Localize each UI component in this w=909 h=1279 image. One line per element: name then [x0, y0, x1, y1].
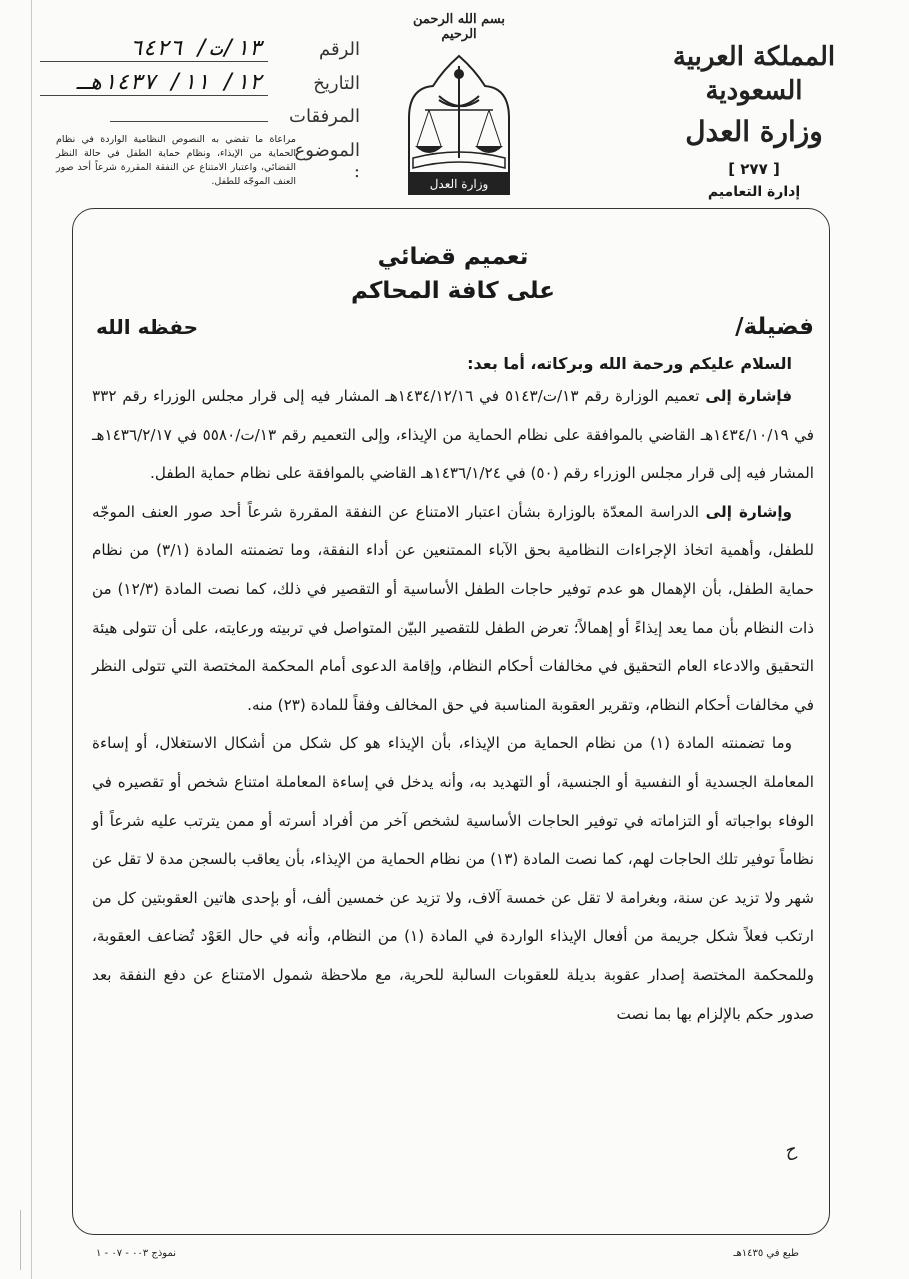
paragraph-lead: فإشارة إلى [705, 387, 793, 405]
circular-serial: [ ٢٧٧ ] [728, 160, 780, 178]
attachments-label: المرفقات [289, 106, 360, 127]
reference-number-value: ١٣/ت/ ٦٤٢٦ [40, 36, 268, 62]
paragraph-lead: وإشارة إلى [705, 502, 792, 521]
reference-block [40, 36, 360, 189]
subject-label: الموضوع : [294, 140, 360, 182]
scan-margin-line [31, 0, 32, 1279]
emblem-caption: وزارة العدل [429, 177, 489, 191]
ministry-name: وزارة العدل [685, 115, 823, 148]
reference-date-value: ١٢/ ١١/ ١٤٣٧هـ [40, 70, 268, 96]
subject-row [40, 133, 360, 189]
scales-of-justice-emblem-icon [400, 48, 518, 200]
paragraph [92, 724, 814, 1033]
reference-date-label: التاريخ [313, 73, 360, 94]
department-name: إدارة التعاميم [707, 184, 801, 200]
handwritten-initial: ح [781, 1138, 799, 1163]
salutation-row [92, 314, 814, 340]
paragraph-text: الدراسة المعدّة بالوزارة بشأن اعتبار الامتناع عن النفقة المقررة شرعاً أحد صور العنف الموجّه للطفل، وأهمية اتخاذ الإجراءات النظامية بحق الآباء الممتنعين عن أداء النفقة، وما تضمنته المادة (٣/١) من نظام حماية الطفل، بأن الإهمال هو عدم توفير حاجات الطفل الأساسية أو التقصير في ذلك، كما نصت المادة (١٢/٣) من ذات النظام بأن مما يعد إيذاءً أو إهمالاً؛ تعرض الطفل للتقصير البيّن المتواصل في تربيته ورعايته، على أن تتولى هيئة التحقيق والادعاء العام التحقيق في مخالفات أحكام النظام، وإقامة الدعوى أمام المحكمة المختصة التي تتولى النظر في مخالفات أحكام النظام، وتقرير العقوبة المناسبة في حق المخالف وفقاً للمادة (٢٣) منه. [92, 502, 814, 714]
paragraph-text: وما تضمنته المادة (١) من نظام الحماية من الإيذاء، بأن الإيذاء هو كل شكل من أشكال الاستغلال، أو إساءة المعاملة الجسدية أو النفسية أو الجنسية، أو التهديد به، وأنه يدخل في إساءة المعاملة امتناع شخص أو تقصيره في الوفاء بواجباته أو التزاماته في توفير الحاجات الأساسية لشخص آخر من أفراد أسرته أو ممن يترتب عليه شرعاً أو نظاماً توفير تلك الحاجات لهم، كما نصت المادة (١٣) من نظام الحماية من الإيذاء، بأن يعاقب بالسجن مدة لا تقل عن شهر ولا تزيد عن سنة، وبغرامة لا تقل عن خمسة آلاف، ولا تزيد عن خمسين ألف، أو بإحدى هاتين العقوبتين كل من ارتكب فعلاً شكل جريمة من أفعال الإيذاء الواردة في المادة (١) من النظام، وأنه في حال العَوْد تُضاعف العقوبة، وللمحكمة المختصة إصدار عقوبة بديلة للعقوبات السالبة للحرية، مع ملاحظة شمول الامتناع عن دفع النفقة بعد صدور حكم بالإلزام بها بما نصت [92, 734, 814, 1023]
scan-edge-line [20, 1210, 21, 1270]
reference-number-label: الرقم [318, 39, 360, 60]
greeting: السلام عليكم ورحمة الله وبركاته، أما بعد: [467, 354, 792, 373]
letterhead-right [639, 40, 869, 200]
basmala: بسم الله الرحمن الرحيم [413, 12, 505, 42]
paragraph-text: تعميم الوزارة رقم ١٣/ت/٥١٤٣ في ١٤٣٤/١٢/١٦هـ المشار فيه إلى قرار مجلس الوزراء رقم ٣٣٢ في ١٤٣٤/١٠/١٩هـ القاضي بالموافقة على نظام الحماية من الإيذاء، وإلى التعميم رقم ١٣/ت/٥٥٨٠ في ١٤٣٦/٢/١٧هـ المشار فيه إلى قرار مجلس الوزراء رقم (٥٠) في ١٤٣٦/١/٢٤هـ القاضي بالموافقة على نظام حماية الطفل. [92, 387, 815, 483]
paragraph [92, 377, 814, 493]
circular-body [92, 240, 814, 1033]
reference-number-row [40, 36, 360, 70]
print-year: طبع في ١٤٣٥هـ [733, 1248, 799, 1259]
subject-text: مراعاة ما تقضي به النصوص النظامية الواردة في نظام الحماية من الإيذاء، ونظام حماية الطفل في حالة النظر القضائي، واعتبار الامتناع عن النفقة المقررة شرعاً أحد صور العنف الموجّه للطفل. [56, 134, 296, 187]
letterhead-center [400, 12, 518, 200]
attachments-line [110, 107, 268, 122]
kingdom-name: المملكة العربية السعودية [672, 42, 836, 106]
paragraph [92, 493, 814, 725]
circular-title: تعميم قضائي [377, 244, 529, 270]
honorific: حفظه الله [96, 315, 199, 339]
attachments-row [40, 106, 360, 127]
form-number: نموذج ٠٠٣ - ٠٧ - ١ [96, 1248, 177, 1259]
salutation: فضيلة/ [735, 314, 814, 340]
reference-date-row [40, 70, 360, 104]
circular-subtitle: على كافة المحاكم [351, 278, 555, 304]
